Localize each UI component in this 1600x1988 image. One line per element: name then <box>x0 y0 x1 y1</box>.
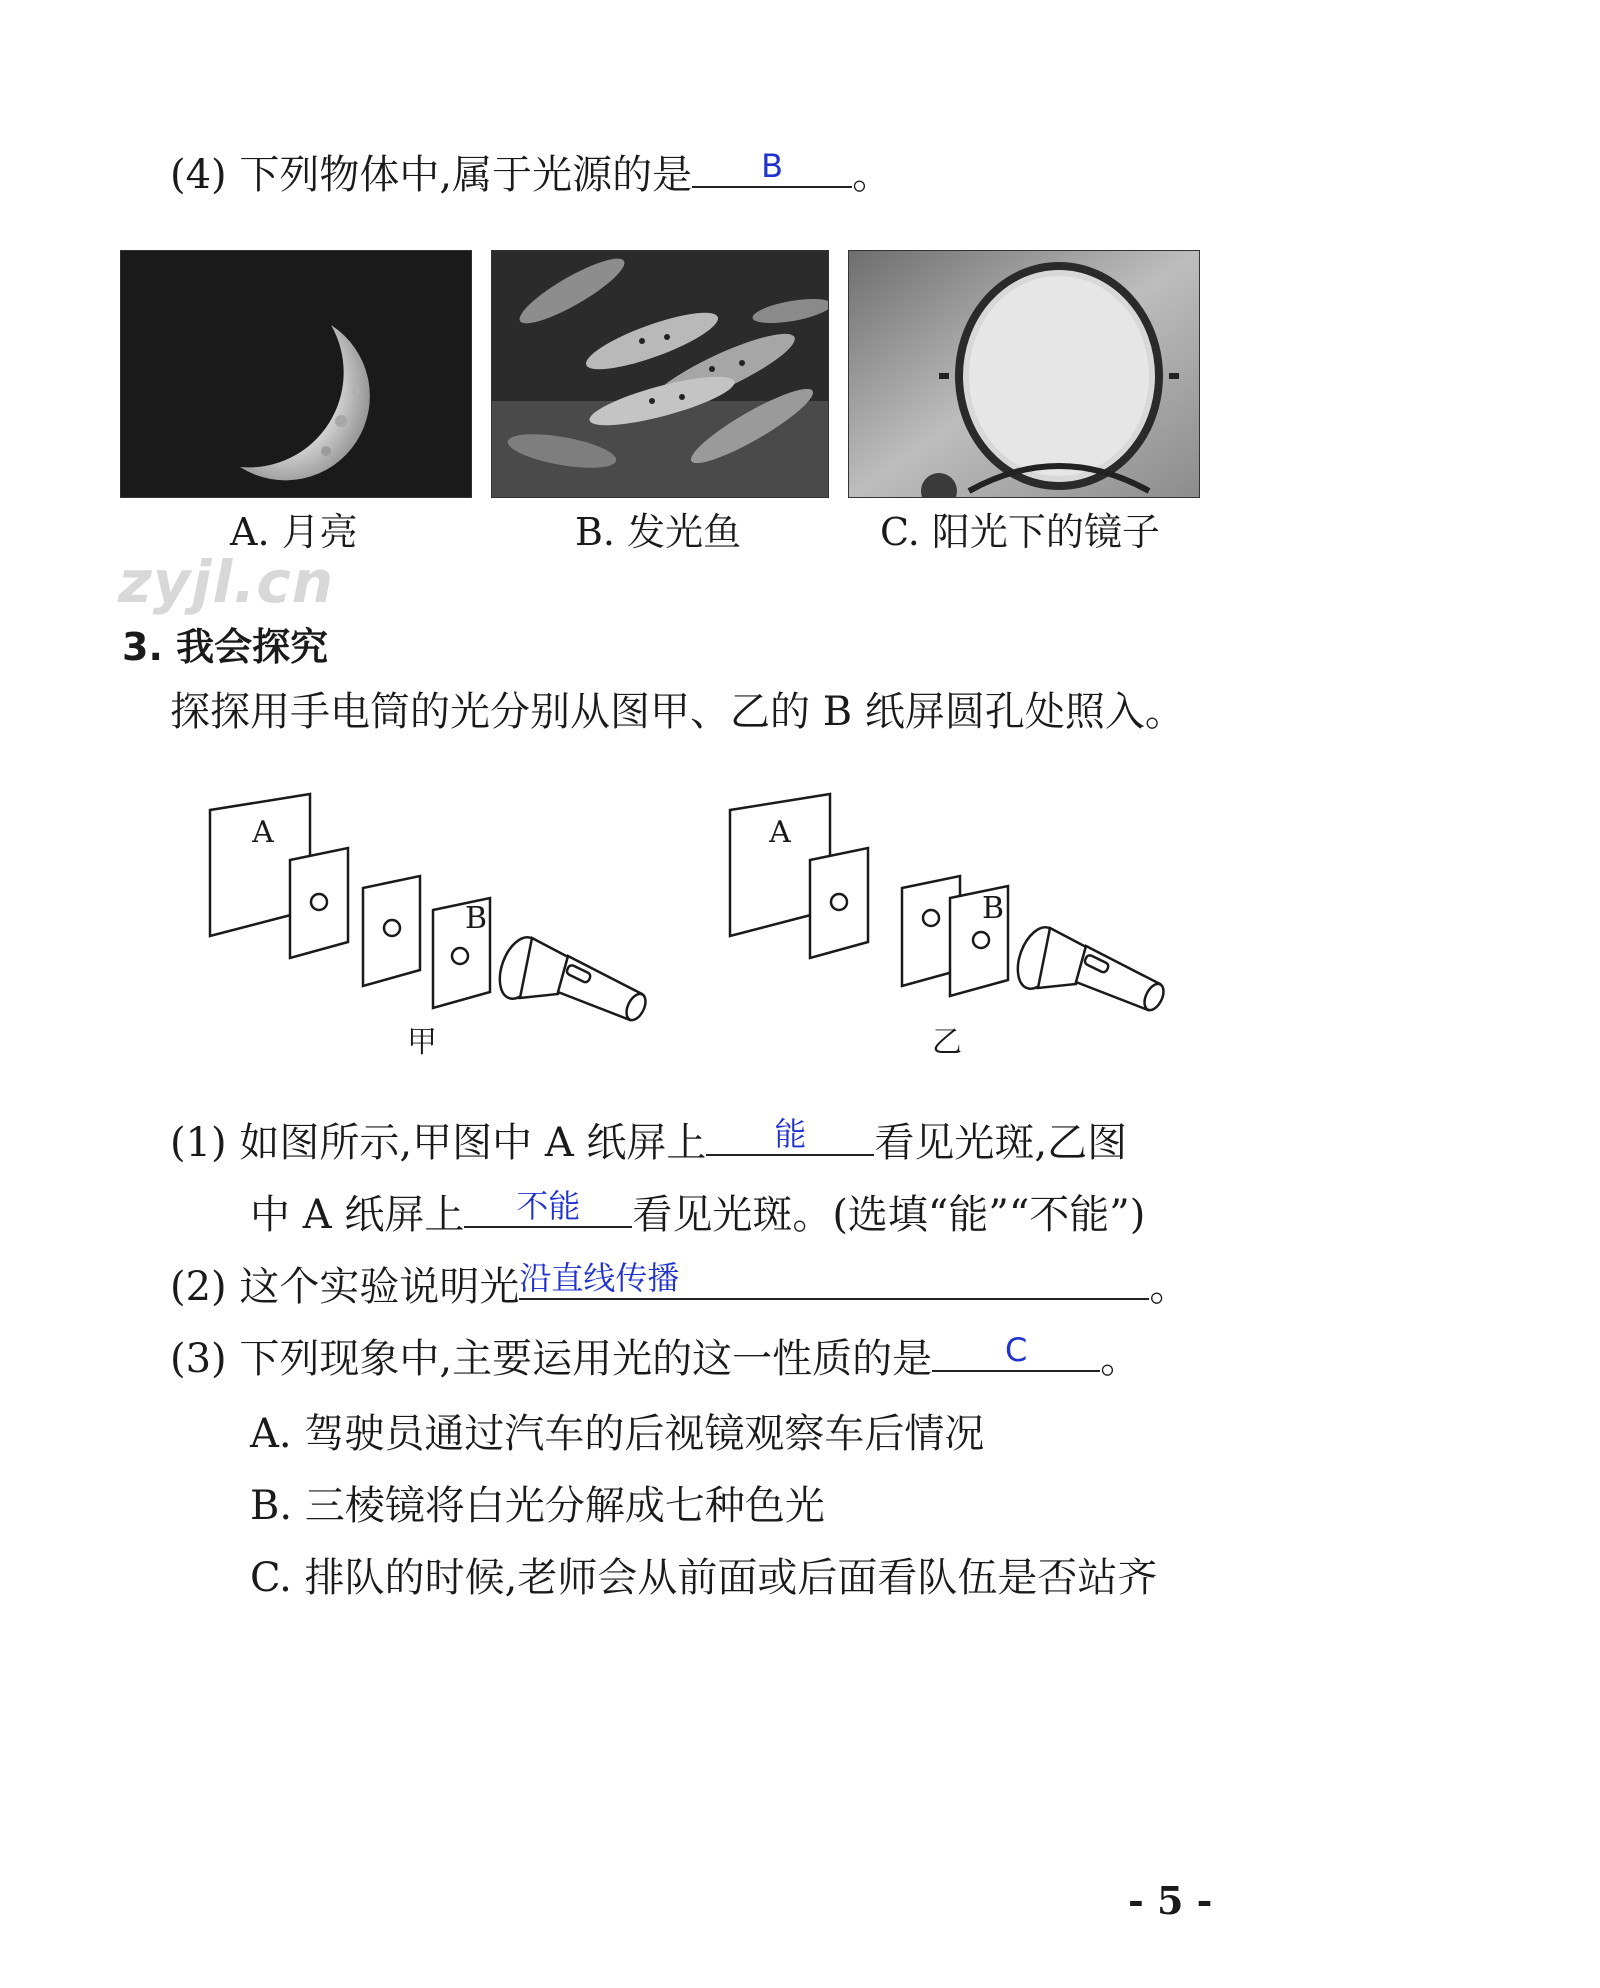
label-a-right: A <box>769 815 791 850</box>
answer-text: 不能 <box>516 1187 581 1225</box>
label-a-left: A <box>252 815 274 850</box>
hole-icon <box>923 910 939 926</box>
answer-blank-2 <box>464 1186 632 1228</box>
fish-icon <box>492 251 828 497</box>
flashlight-icon <box>492 932 649 1023</box>
option-a: A. 驾驶员通过汽车的后视镜观察车后情况 <box>250 1411 985 1457</box>
hole-icon <box>311 894 327 910</box>
caption-yi: 乙 <box>932 1025 962 1060</box>
hole-icon <box>831 894 847 910</box>
caption-c: C. 阳光下的镜子 <box>880 510 1160 554</box>
mirror-photo <box>848 250 1200 498</box>
hole-icon <box>384 920 400 936</box>
setup-jia <box>210 794 649 1023</box>
answer-text: B <box>761 147 784 185</box>
moon-photo <box>120 250 472 498</box>
label-b-left: B <box>464 901 488 936</box>
hole-icon <box>452 948 468 964</box>
glowing-fish-photo <box>491 250 829 498</box>
question-2: (2) 这个实验说明光 沿直线传播 。 <box>170 1259 1190 1310</box>
question-number: (1) <box>170 1120 227 1166</box>
watermark-logo: zyjl.cn <box>118 548 335 616</box>
answer-text: C <box>1004 1331 1028 1369</box>
answer-text: 沿直线传播 <box>519 1259 680 1297</box>
question-1-line-1: (1) 如图所示,甲图中 A 纸屏上 能 看见光斑,乙图 <box>170 1115 1128 1166</box>
caption-jia: 甲 <box>407 1025 437 1060</box>
question-number: (4) <box>170 152 227 198</box>
question-1-line-2: 中 A 纸屏上 不能 看见光斑。(选填“能”“不能”) <box>250 1187 1146 1238</box>
hole-icon <box>973 932 989 948</box>
section-title: 3. 我会探究 <box>122 625 329 669</box>
section-intro: 探探用手电筒的光分别从图甲、乙的 B 纸屏圆孔处照入。 <box>170 689 1185 735</box>
option-c: C. 排队的时候,老师会从前面或后面看队伍是否站齐 <box>250 1555 1158 1601</box>
option-b: B. 三棱镜将白光分解成七种色光 <box>250 1483 825 1529</box>
label-b-right: B <box>981 891 1005 926</box>
question-number: (3) <box>170 1336 227 1382</box>
question-3: (3) 下列现象中,主要运用光的这一性质的是 C 。 <box>170 1331 1141 1382</box>
question-4: (4) 下列物体中,属于光源的是 B 。 <box>170 147 893 198</box>
answer-blank <box>519 1258 1149 1300</box>
setup-yi <box>730 794 1167 1013</box>
experiment-figure <box>190 780 1190 1080</box>
caption-b: B. 发光鱼 <box>575 510 742 554</box>
caption-a: A. 月亮 <box>230 510 358 554</box>
page-number: - 5 - <box>1128 1878 1213 1923</box>
answer-blank <box>932 1330 1100 1372</box>
answer-blank-1 <box>706 1114 874 1156</box>
question-text: 下列物体中,属于光源的是 <box>239 152 693 198</box>
answer-blank <box>692 146 852 188</box>
question-number: (2) <box>170 1264 227 1310</box>
mirror-icon <box>849 251 1199 497</box>
answer-text: 能 <box>774 1115 807 1153</box>
moon-icon <box>121 251 471 497</box>
flashlight-icon <box>1010 922 1167 1013</box>
